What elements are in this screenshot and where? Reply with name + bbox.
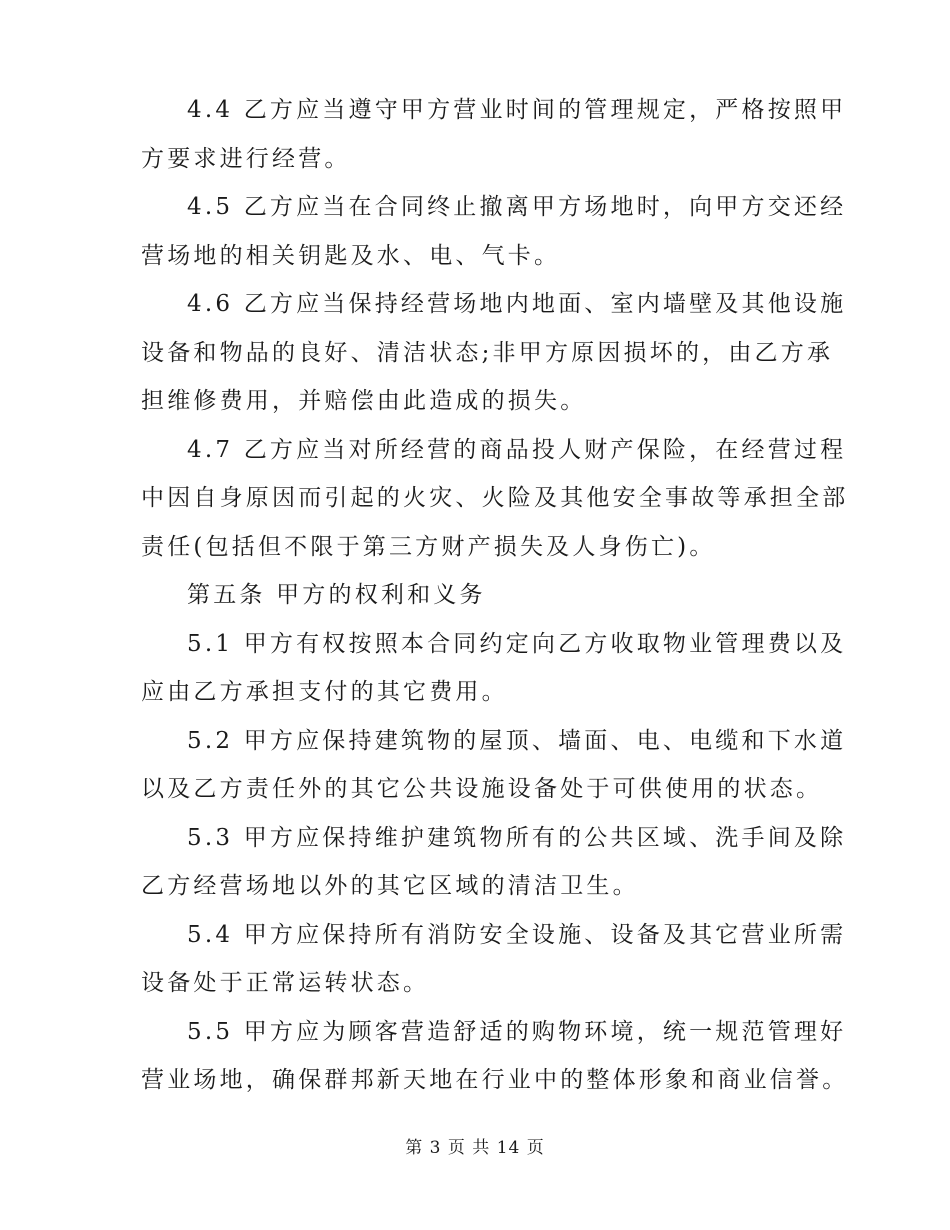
paragraph-line: 中因自身原因而引起的火灾、火险及其他安全事故等承担全部 bbox=[141, 485, 849, 511]
paragraph-line: 设备和物品的良好、清洁状态;非甲方原因损坏的，由乙方承 bbox=[141, 339, 834, 366]
paragraph-line: 5.4 甲方应保持所有消防安全设施、设备及其它营业所需 bbox=[187, 921, 847, 948]
paragraph-5-5 bbox=[141, 1008, 849, 1105]
paragraph-line: 营场地的相关钥匙及水、电、气卡。 bbox=[141, 242, 561, 269]
paragraph-5-4 bbox=[141, 911, 847, 1008]
paragraph-4-6 bbox=[141, 280, 847, 426]
paragraph-line: 担维修费用，并赔偿由此造成的损失。 bbox=[141, 388, 587, 414]
section-heading-text: 第五条 甲方的权利和义务 bbox=[187, 582, 486, 608]
paragraph-line: 4.5 乙方应当在合同终止撤离甲方场地时，向甲方交还经 bbox=[187, 194, 847, 220]
paragraph-line: 5.2 甲方应保持建筑物的屋顶、墙面、电、电缆和下水道 bbox=[187, 727, 847, 754]
paragraph-5-3 bbox=[141, 814, 847, 911]
paragraph-line: 4.7 乙方应当对所经营的商品投人财产保险，在经营过程 bbox=[187, 436, 847, 463]
paragraph-line: 5.1 甲方有权按照本合同约定向乙方收取物业管理费以及 bbox=[187, 630, 847, 657]
paragraph-line: 方要求进行经营。 bbox=[141, 145, 351, 172]
document-body bbox=[141, 86, 849, 1105]
page-footer bbox=[0, 1133, 950, 1158]
page-number-label: 第 3 页 共 14 页 bbox=[405, 1138, 545, 1158]
paragraph-line: 应由乙方承担支付的其它费用。 bbox=[141, 679, 508, 705]
paragraph-line: 5.5 甲方应为顾客营造舒适的购物环境，统一规范管理好 bbox=[187, 1018, 847, 1045]
paragraph-line: 设备处于正常运转状态。 bbox=[141, 970, 430, 996]
paragraph-4-7 bbox=[141, 426, 849, 572]
paragraph-line: 乙方经营场地以外的其它区域的清洁卫生。 bbox=[141, 873, 639, 899]
paragraph-4-4 bbox=[141, 86, 847, 183]
paragraph-5-2 bbox=[141, 717, 847, 814]
paragraph-line: 营业场地，确保群邦新天地在行业中的整体形象和商业信誉。 bbox=[141, 1067, 849, 1093]
paragraph-4-5 bbox=[141, 183, 847, 280]
section-heading-article-5 bbox=[141, 571, 811, 620]
paragraph-5-1 bbox=[141, 620, 847, 717]
paragraph-line: 责任(包括但不限于第三方财产损失及人身伤亡)。 bbox=[141, 533, 716, 560]
paragraph-line: 4.6 乙方应当保持经营场地内地面、室内墙壁及其他设施 bbox=[187, 291, 847, 317]
paragraph-line: 4.4 乙方应当遵守甲方营业时间的管理规定，严格按照甲 bbox=[187, 97, 847, 123]
paragraph-line: 5.3 甲方应保持维护建筑物所有的公共区域、洗手间及除 bbox=[187, 824, 847, 851]
paragraph-line: 以及乙方责任外的其它公共设施设备处于可供使用的状态。 bbox=[141, 776, 823, 802]
